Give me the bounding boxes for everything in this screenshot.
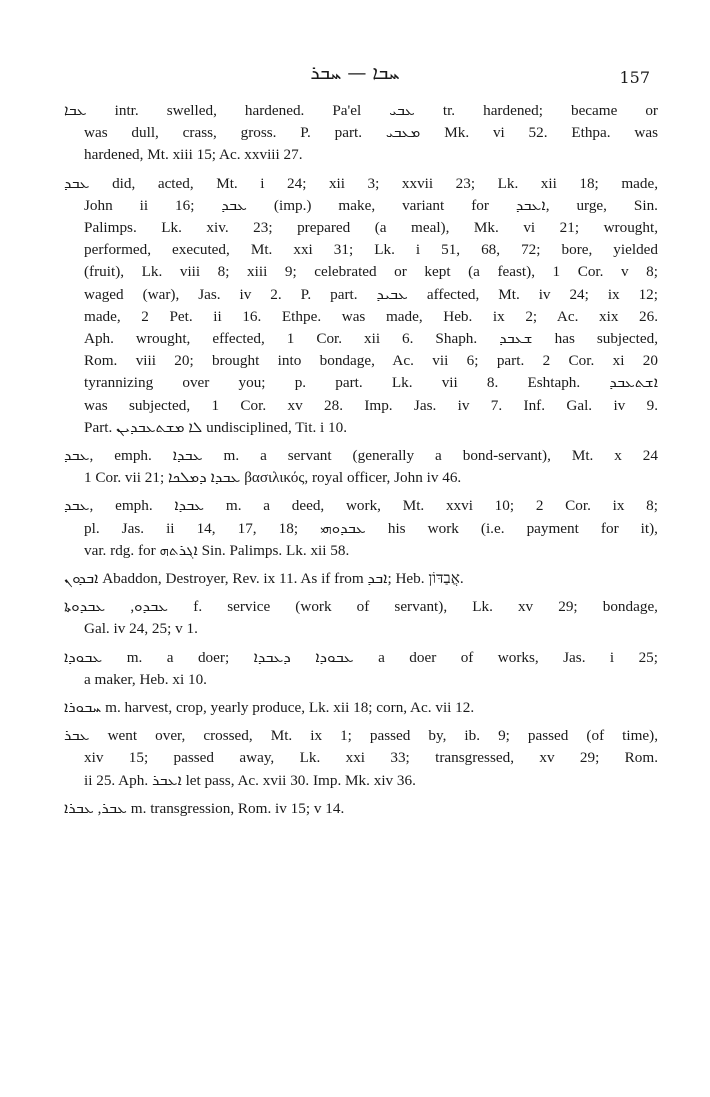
entry-line: Palimps. Lk. xiv. 23; prepared (a meal), Mk. vi 21; wrought, — [84, 219, 658, 237]
dictionary-entry — [64, 647, 658, 691]
entry-line: ܥܒܕ, emph. ܥܒܕܐ m. a servant (generally a bond-servant), Mt. x 24 — [64, 447, 658, 465]
entry-line: waged (war), Jas. iv 2. P. part. ܥܒܝܕ affected, Mt. iv 24; ix 12; — [84, 285, 658, 303]
entry-line: Aph. wrought, effected, 1 Cor. xii 6. Shaph. ܫܥܒܕ has subjected, — [84, 330, 658, 348]
entry-line: ܥܒܕܘ, ܥܒܕܘܬܐ f. service (work of servant), Lk. xv 29; bondage, — [64, 598, 658, 616]
entry-line: ܥܒܪ, ܥܒܪܐ m. transgression, Rom. iv 15; v 14. — [64, 799, 345, 817]
entry-line: ܥܒܕ did, acted, Mt. i 24; xii 3; xxvii 23; Lk. xii 18; made, — [64, 174, 658, 192]
entry-line: was dull, crass, gross. P. part. ܡܥܒܝ Mk. vi 52. Ethpa. was — [84, 124, 658, 142]
entry-line: a maker, Heb. xi 10. — [84, 670, 207, 688]
entry-line: tyrannizing over you; p. part. Lk. vii 8. Eshtaph. ܐܫܬܥܒܕ — [84, 374, 658, 392]
dictionary-entry — [64, 725, 658, 792]
entry-line: ܥܒܘܕܐ m. a doer; ܥܒܘܕܐ ܕܥܒܕܐ a doer of works, Jas. i 25; — [64, 648, 658, 666]
entry-line: ܐܒܕܘܢ Abaddon, Destroyer, Rev. ix 11. As if from ܐܒܕ; Heb. אֲבַדּוֹן. — [64, 570, 464, 588]
entry-line: ܚܒܘܪܐ m. harvest, crop, yearly produce, Lk. xii 18; corn, Ac. vii 12. — [64, 699, 475, 717]
dictionary-entry — [64, 445, 658, 489]
dictionary-entry — [64, 697, 658, 719]
running-title: ܚܒܐ — ܚܒܪ — [310, 62, 400, 84]
entry-line: var. rdg. for ܐܓܪܬܗ Sin. Palimps. Lk. xii 58. — [84, 541, 350, 559]
entry-line: Rom. viii 20; brought into bondage, Ac. vii 6; part. 2 Cor. xi 20 — [84, 352, 658, 370]
entry-line: made, 2 Pet. ii 16. Ethpe. was made, Heb. ix 2; Ac. xix 26. — [84, 307, 658, 325]
entry-line: 1 Cor. vii 21; ܥܒܕܐ ܕܡܠܟܐ βασιλικός, royal officer, John iv 46. — [84, 469, 462, 487]
entry-line: ܥܒܪ went over, crossed, Mt. ix 1; passed by, ib. 9; passed (of time), — [64, 727, 658, 745]
entry-line: (fruit), Lk. viii 8; xiii 9; celebrated or kept (a feast), 1 Cor. v 8; — [84, 263, 658, 281]
entry-line: hardened, Mt. xiii 15; Ac. xxviii 27. — [84, 146, 303, 164]
running-head — [60, 62, 650, 92]
entry-line: pl. Jas. ii 14, 17, 18; ܥܒܕܘܗܝ his work (i.e. payment for it), — [84, 519, 658, 537]
entry-line: was subjected, 1 Cor. xv 28. Imp. Jas. iv 7. Inf. Gal. iv 9. — [84, 396, 658, 414]
entry-line: Gal. iv 24, 25; v 1. — [84, 620, 198, 638]
entry-line: ܥܒܕ, emph. ܥܒܕܐ m. a deed, work, Mt. xxvi 10; 2 Cor. ix 8; — [64, 497, 658, 515]
entry-line: ܥܒܐ intr. swelled, hardened. Pa'el ܥܒܝ tr. hardened; became or — [64, 102, 658, 119]
entry-line: ii 25. Aph. ܐܥܒܪ let pass, Ac. xvii 30. Imp. Mk. xiv 36. — [84, 771, 416, 789]
entry-line: John ii 16; ܥܒܕ (imp.) make, variant for ܐܥܒܕ, urge, Sin. — [84, 196, 658, 214]
entry-line: xiv 15; passed away, Lk. xxi 33; transgressed, xv 29; Rom. — [84, 749, 658, 767]
dictionary-entry — [64, 596, 658, 640]
dictionary-entry — [64, 100, 658, 167]
dictionary-entry — [64, 798, 658, 820]
dictionary-entries — [64, 100, 658, 826]
entry-line: performed, executed, Mt. xxi 31; Lk. i 51, 68, 72; bore, yielded — [84, 241, 658, 259]
dictionary-entry — [64, 568, 658, 590]
dictionary-entry — [64, 495, 658, 562]
entry-line: Part. ܠܐ ܡܫܬܥܒܕܝܢ undisciplined, Tit. i 10. — [84, 418, 348, 436]
page-number: 157 — [619, 68, 650, 87]
dictionary-entry — [64, 173, 658, 439]
